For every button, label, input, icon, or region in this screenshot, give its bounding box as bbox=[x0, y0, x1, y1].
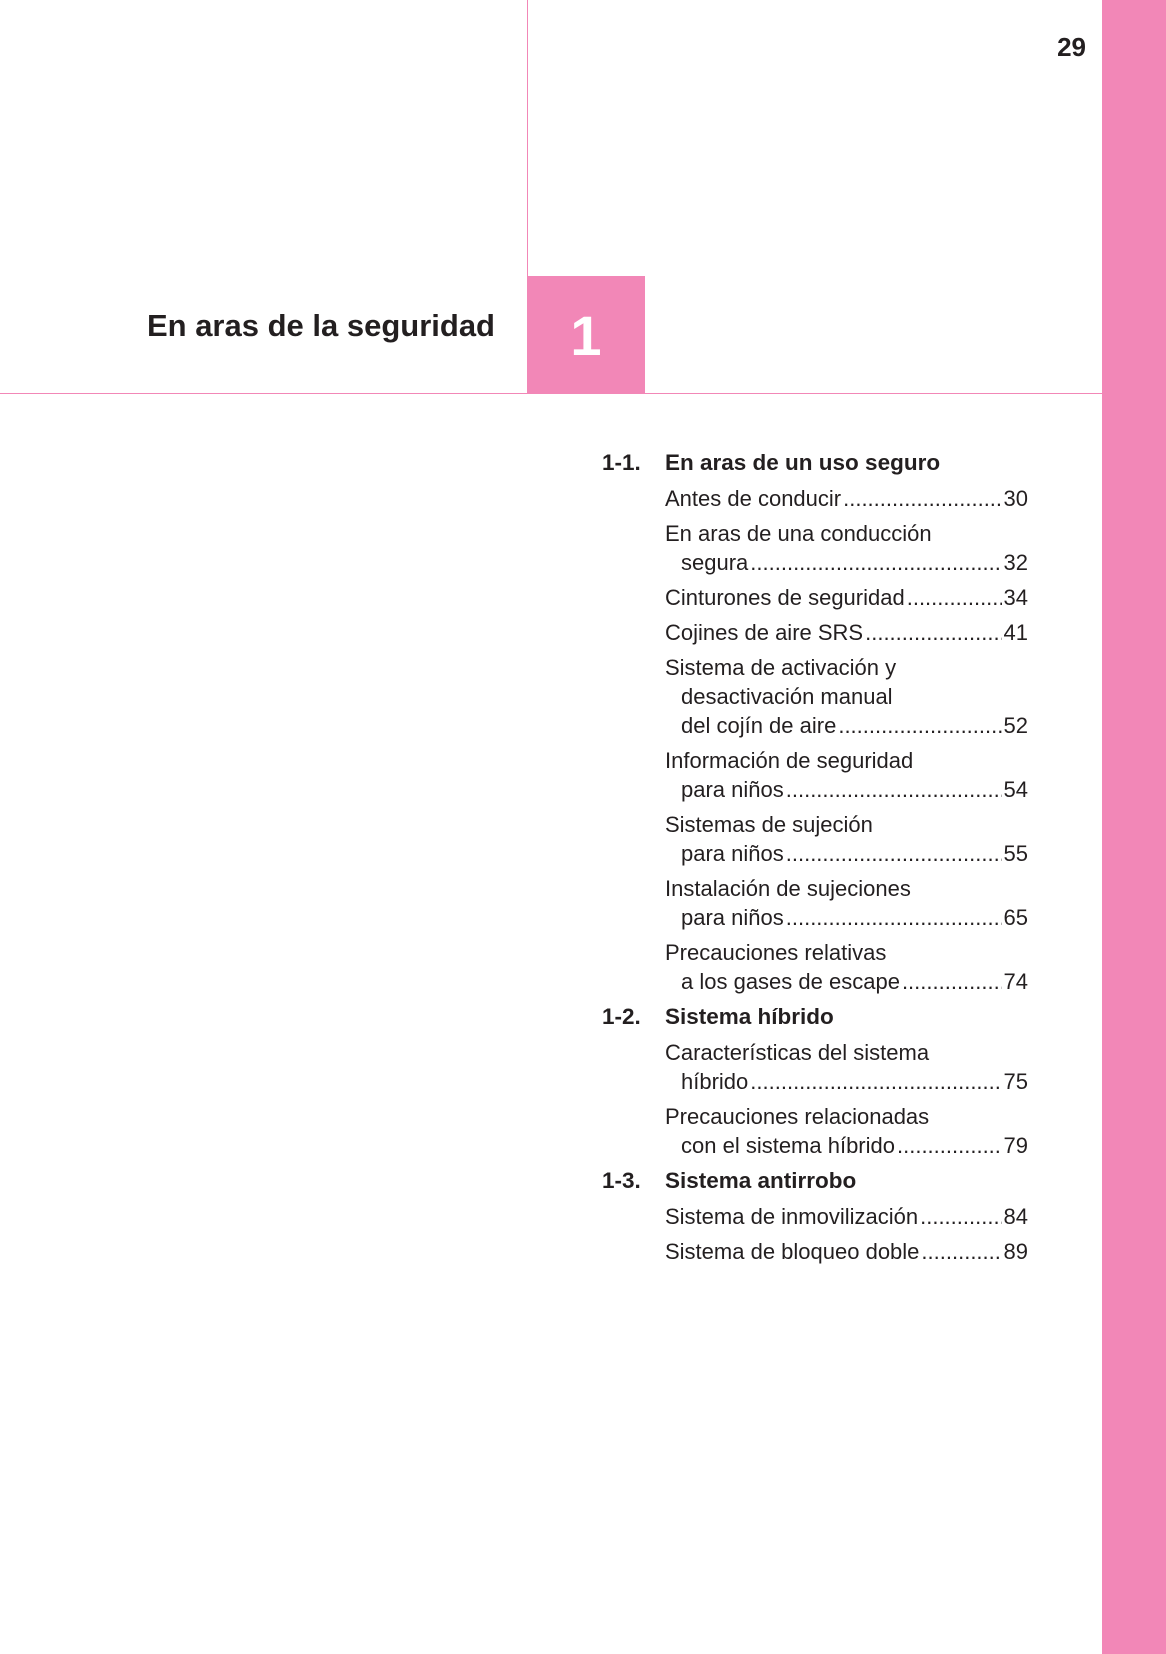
toc-entry[interactable] bbox=[665, 1237, 1028, 1266]
toc-entry-line bbox=[665, 810, 1028, 839]
toc-page-number: 84 bbox=[1003, 1204, 1028, 1229]
toc-entry-text: desactivación manual bbox=[681, 684, 893, 709]
chapter-number: 1 bbox=[570, 303, 602, 367]
toc-entry-leader-line bbox=[665, 839, 1028, 868]
dot-leader bbox=[843, 484, 1001, 513]
toc-entry[interactable] bbox=[665, 519, 1028, 577]
toc-entry-leader-line bbox=[665, 1131, 1028, 1160]
toc-entry-text: para niños bbox=[681, 777, 784, 802]
toc-page-number: 55 bbox=[1003, 841, 1028, 866]
toc-entry-text: con el sistema híbrido bbox=[681, 1133, 895, 1158]
chapter-number-box bbox=[527, 276, 645, 394]
toc-entry-leader-line bbox=[665, 583, 1028, 612]
toc-page-number: 41 bbox=[1003, 620, 1028, 645]
section-side-tab bbox=[1102, 0, 1166, 1654]
toc-entry[interactable] bbox=[665, 746, 1028, 804]
toc-entry-line bbox=[665, 1038, 1028, 1067]
dot-leader bbox=[920, 1202, 1001, 1231]
toc-page-number: 30 bbox=[1003, 486, 1028, 511]
toc-entry-text: Precauciones relacionadas bbox=[665, 1104, 930, 1129]
toc-entry-text: híbrido bbox=[681, 1069, 749, 1094]
toc-entry[interactable] bbox=[665, 618, 1028, 647]
toc-entry-leader-line bbox=[665, 1237, 1028, 1266]
toc-entry-line bbox=[665, 874, 1028, 903]
toc-entry-leader-line bbox=[665, 618, 1028, 647]
toc-entry-text: Cojines de aire SRS bbox=[665, 620, 864, 645]
toc-entry-line bbox=[665, 938, 1028, 967]
toc-entry-text: Sistema de bloqueo doble bbox=[665, 1239, 920, 1264]
dot-leader bbox=[786, 903, 1002, 932]
toc-entry[interactable] bbox=[665, 1102, 1028, 1160]
toc-entry-text: En aras de una conducción bbox=[665, 521, 932, 546]
toc-page-number: 34 bbox=[1003, 585, 1028, 610]
toc-entry[interactable] bbox=[665, 1038, 1028, 1096]
toc-entry-line bbox=[665, 1102, 1028, 1131]
toc-entry[interactable] bbox=[665, 484, 1028, 513]
dot-leader bbox=[786, 839, 1002, 868]
toc-entry[interactable] bbox=[665, 583, 1028, 612]
toc-entry[interactable] bbox=[665, 810, 1028, 868]
toc-entry-list bbox=[602, 1038, 1028, 1160]
toc-section-heading bbox=[602, 1002, 1028, 1032]
toc-section-heading bbox=[602, 1166, 1028, 1196]
dot-leader bbox=[750, 1067, 1001, 1096]
toc-page-number: 74 bbox=[1003, 969, 1028, 994]
toc-section-number: 1-1. bbox=[602, 450, 641, 475]
toc-entry-text: Sistema de inmovilización bbox=[665, 1204, 919, 1229]
toc-entry-text: del cojín de aire bbox=[681, 713, 837, 738]
toc-entry-text: Precauciones relativas bbox=[665, 940, 887, 965]
toc-entry-text: Información de seguridad bbox=[665, 748, 914, 773]
toc-entry[interactable] bbox=[665, 653, 1028, 740]
toc-entry-leader-line bbox=[665, 548, 1028, 577]
toc-entry-leader-line bbox=[665, 967, 1028, 996]
toc-section-heading bbox=[602, 448, 1028, 478]
toc-entry[interactable] bbox=[665, 874, 1028, 932]
dot-leader bbox=[750, 548, 1001, 577]
toc-page-number: 54 bbox=[1003, 777, 1028, 802]
toc-entry-text: segura bbox=[681, 550, 749, 575]
toc-page-number: 79 bbox=[1003, 1133, 1028, 1158]
toc-entry-text: Sistema de activación y bbox=[665, 655, 897, 680]
toc-page-number: 75 bbox=[1003, 1069, 1028, 1094]
toc-entry-text: Instalación de sujeciones bbox=[665, 876, 911, 901]
dot-leader bbox=[907, 583, 1002, 612]
toc-section-title: Sistema híbrido bbox=[665, 1004, 834, 1029]
toc-section-number: 1-3. bbox=[602, 1168, 641, 1193]
table-of-contents bbox=[602, 448, 1028, 1266]
toc-entry-text: Antes de conducir bbox=[665, 486, 842, 511]
toc-entry[interactable] bbox=[665, 938, 1028, 996]
toc-entry[interactable] bbox=[665, 1202, 1028, 1231]
toc-entry-line bbox=[665, 653, 1028, 682]
chapter-title: En aras de la seguridad bbox=[146, 308, 495, 343]
toc-entry-text: Sistemas de sujeción bbox=[665, 812, 873, 837]
toc-entry-line bbox=[665, 682, 1028, 711]
page-number: 29 bbox=[1057, 32, 1086, 62]
toc-entry-list bbox=[602, 1202, 1028, 1266]
toc-page-number: 52 bbox=[1003, 713, 1028, 738]
toc-section-title: En aras de un uso seguro bbox=[665, 450, 941, 475]
toc-section-number: 1-2. bbox=[602, 1004, 641, 1029]
toc-entry-text: para niños bbox=[681, 841, 784, 866]
toc-entry-leader-line bbox=[665, 775, 1028, 804]
toc-entry-leader-line bbox=[665, 1202, 1028, 1231]
dot-leader bbox=[838, 711, 1001, 740]
toc-entry-list bbox=[602, 484, 1028, 996]
dot-leader bbox=[865, 618, 1001, 647]
dot-leader bbox=[902, 967, 1002, 996]
dot-leader bbox=[786, 775, 1002, 804]
toc-section-title: Sistema antirrobo bbox=[665, 1168, 857, 1193]
dot-leader bbox=[921, 1237, 1001, 1266]
toc-page-number: 89 bbox=[1003, 1239, 1028, 1264]
toc-page-number: 65 bbox=[1003, 905, 1028, 930]
toc-entry-line bbox=[665, 519, 1028, 548]
toc-entry-leader-line bbox=[665, 484, 1028, 513]
toc-entry-text: para niños bbox=[681, 905, 784, 930]
toc-entry-text: Características del sistema bbox=[665, 1040, 930, 1065]
dot-leader bbox=[897, 1131, 1002, 1160]
toc-entry-line bbox=[665, 746, 1028, 775]
toc-entry-leader-line bbox=[665, 903, 1028, 932]
toc-page-number: 32 bbox=[1003, 550, 1028, 575]
toc-entry-text: a los gases de escape bbox=[681, 969, 900, 994]
toc-entry-leader-line bbox=[665, 1067, 1028, 1096]
toc-entry-leader-line bbox=[665, 711, 1028, 740]
toc-entry-text: Cinturones de seguridad bbox=[665, 585, 905, 610]
